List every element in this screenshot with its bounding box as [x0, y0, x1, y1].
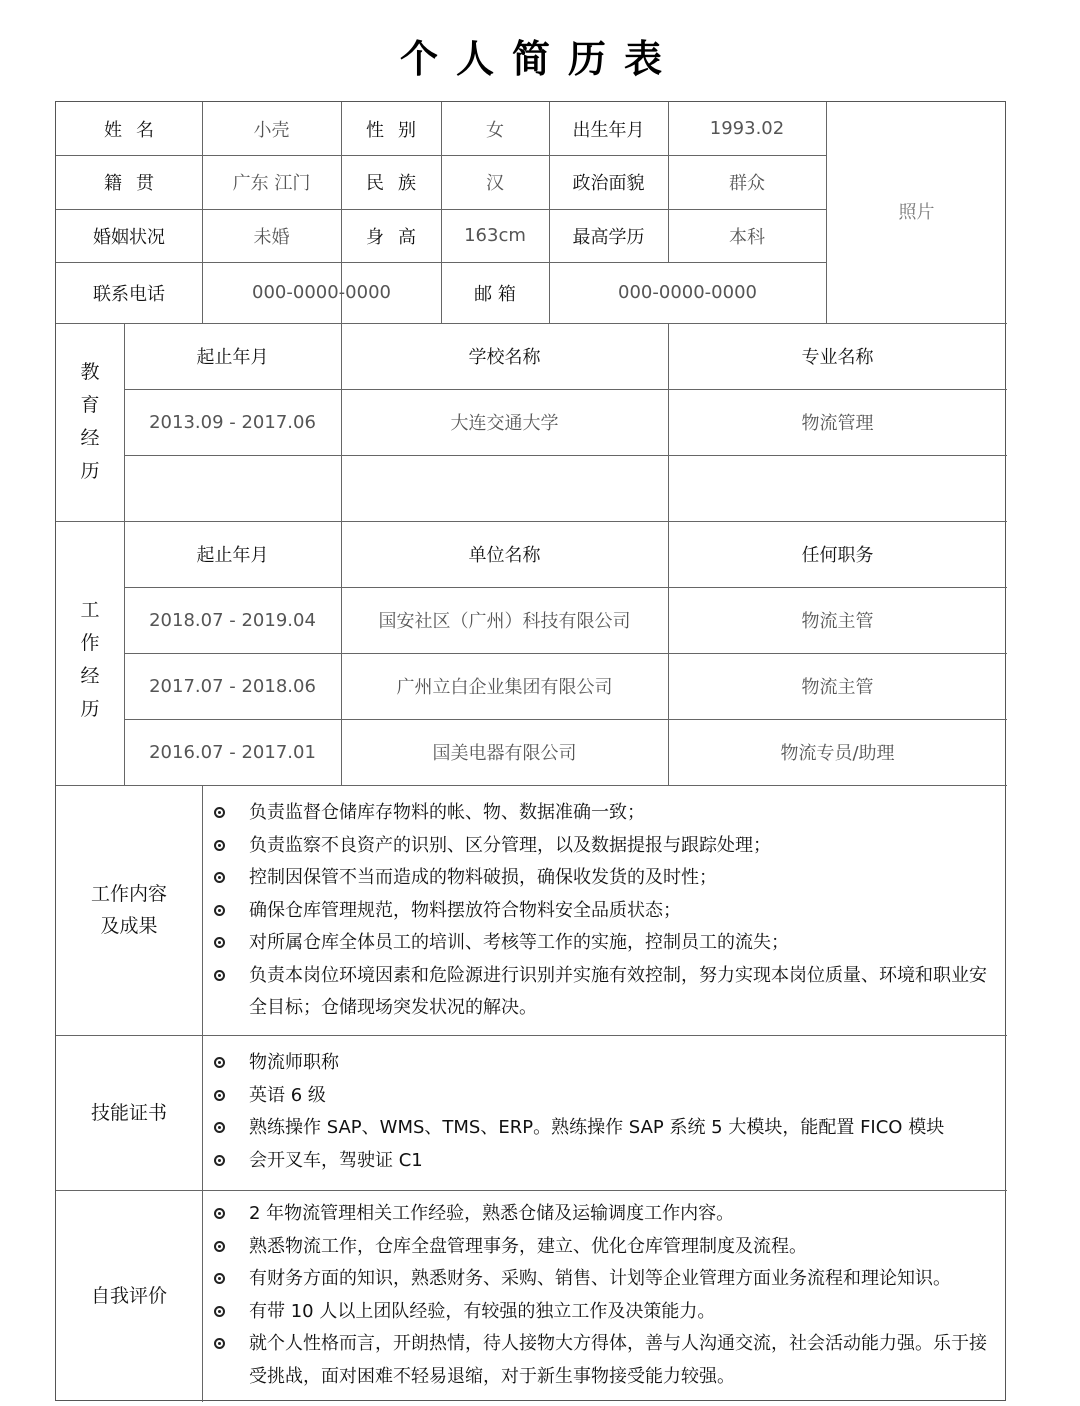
list-item-text: 熟练操作 SAP、WMS、TMS、ERP。熟练操作 SAP 系统 5 大模块，能配置 FICO 模块 [249, 1117, 945, 1138]
ethnic-label: 民族 [366, 173, 430, 194]
skills-section-label: 技能证书 [90, 1101, 167, 1124]
list-item [202, 1328, 998, 1393]
list-item-text: 控制因保管不当而造成的物料破损，确保收发货的及时性； [249, 867, 717, 888]
bullet-icon [214, 970, 225, 981]
list-item [202, 862, 998, 895]
bullet-icon [214, 1306, 225, 1317]
name-label: 姓名 [104, 119, 168, 141]
list-item-text: 有带 10 人以上团队经验，有较强的独立工作及决策能力。 [249, 1300, 716, 1322]
resume-table [55, 101, 1006, 1401]
native-label: 籍贯 [104, 173, 168, 194]
marital-value: 未婚 [253, 226, 290, 248]
bullet-icon [214, 1208, 225, 1219]
bullet-icon [214, 1057, 225, 1068]
bullet-icon [214, 872, 225, 883]
work-label-char: 作 [80, 632, 100, 654]
list-item [202, 1198, 998, 1231]
email-label: 邮 箱 [474, 283, 516, 305]
native-value: 广东 江门 [232, 173, 311, 194]
list-item [202, 1080, 998, 1113]
education-label-char: 经 [80, 427, 100, 449]
list-item-text: 2 年物流管理相关工作经验，熟悉仓储及运输调度工作内容。 [249, 1203, 735, 1224]
work-row-period: 2016.07 - 2017.01 [149, 741, 316, 763]
education-label-char: 历 [80, 460, 100, 482]
list-item-text: 负责监督仓储库存物料的帐、物、数据准确一致； [249, 802, 645, 823]
work-header-period: 起止年月 [196, 545, 269, 566]
list-item-text: 就个人性格而言，开朗热情，待人接物大方得体，善与人沟通交流，社会活动能力强。乐于接受挑战，面对困难不轻易退缩，对于新生事物接受能力较强。 [249, 1333, 987, 1387]
list-item [202, 927, 998, 960]
education-label-char: 教 [80, 361, 100, 383]
list-item-text: 有财务方面的知识，熟悉财务、采购、销售、计划等企业管理方面业务流程和理论知识。 [249, 1268, 951, 1289]
work-header-company: 单位名称 [468, 545, 541, 566]
height-label: 身高 [366, 226, 430, 248]
bullet-icon [214, 1338, 225, 1349]
education-row-major [668, 455, 1007, 521]
phone-label: 联系电话 [93, 283, 165, 305]
list-item [202, 830, 998, 863]
birth-value: 1993.02 [709, 118, 785, 139]
list-item [202, 1047, 998, 1080]
education-label-char: 育 [80, 394, 100, 416]
political-value: 群众 [729, 173, 765, 194]
list-item [202, 1145, 998, 1178]
gender-value: 女 [486, 119, 504, 141]
work-section-label [56, 521, 124, 785]
bullet-icon [214, 807, 225, 818]
list-item [202, 960, 998, 1025]
gender-label: 性别 [366, 119, 430, 141]
list-item [202, 895, 998, 928]
duties-label-line: 及成果 [100, 915, 158, 937]
list-item-text: 负责本岗位环境因素和危险源进行识别并实施有效控制，努力实现本岗位质量、环境和职业安全目标；仓储现场突发状况的解决。 [249, 964, 987, 1018]
photo-placeholder: 照片 [898, 202, 935, 223]
marital-label: 婚姻状况 [93, 226, 165, 248]
list-item [202, 1112, 998, 1145]
ethnic-value: 汉 [486, 173, 504, 194]
list-item-text: 英语 6 级 [249, 1084, 326, 1106]
bullet-icon [214, 937, 225, 948]
bullet-icon [214, 1155, 225, 1166]
list-item-text: 物流师职称 [249, 1052, 339, 1073]
duties-list [202, 797, 998, 1025]
work-row-company: 广州立白企业集团有限公司 [396, 677, 613, 698]
work-row-position: 物流专员/助理 [780, 743, 895, 764]
self-eval-list [202, 1198, 998, 1393]
list-item-text: 会开叉车，驾驶证 C1 [249, 1149, 423, 1171]
bullet-icon [214, 1122, 225, 1133]
education-row-major: 物流管理 [801, 413, 874, 434]
bullet-icon [214, 1241, 225, 1252]
list-item [202, 797, 998, 830]
work-label-char: 工 [80, 599, 100, 621]
list-item-text: 对所属仓库全体员工的培训、考核等工作的实施，控制员工的流失； [249, 932, 789, 953]
bullet-icon [214, 1090, 225, 1101]
name-value: 小壳 [253, 119, 290, 141]
education-level-value: 本科 [729, 226, 765, 248]
email-value: 000-0000-0000 [618, 282, 757, 303]
skills-list [202, 1047, 998, 1177]
duties-label-line: 工作内容 [90, 883, 167, 905]
work-row-position: 物流主管 [801, 611, 874, 632]
birth-label: 出生年月 [572, 119, 645, 141]
list-item [202, 1263, 998, 1296]
education-header-period: 起止年月 [196, 347, 269, 368]
work-row-period: 2018.07 - 2019.04 [149, 609, 316, 631]
education-row-period: 2013.09 - 2017.06 [149, 411, 316, 433]
education-row-period [124, 455, 341, 521]
list-item [202, 1296, 998, 1329]
work-header-position: 任何职务 [801, 545, 874, 566]
list-item-text: 熟悉物流工作，仓库全盘管理事务，建立、优化仓库管理制度及流程。 [249, 1235, 807, 1257]
education-row-school: 大连交通大学 [450, 413, 559, 434]
work-label-char: 历 [80, 698, 100, 720]
bullet-icon [214, 1273, 225, 1284]
bullet-icon [214, 840, 225, 851]
education-header-school: 学校名称 [468, 347, 541, 368]
bullet-icon [214, 905, 225, 916]
height-value: 163cm [464, 225, 526, 246]
self-eval-section-label: 自我评价 [90, 1285, 167, 1307]
education-level-label: 最高学历 [572, 226, 645, 248]
education-section-label [56, 323, 124, 521]
page-title: 个人简历表 [399, 37, 680, 81]
political-label: 政治面貌 [572, 173, 645, 194]
phone-value: 000-0000-0000 [252, 282, 391, 303]
work-label-char: 经 [80, 665, 100, 687]
work-row-company: 国美电器有限公司 [432, 743, 577, 764]
list-item-text: 负责监察不良资产的识别、区分管理，以及数据提报与跟踪处理； [249, 834, 771, 856]
list-item [202, 1231, 998, 1264]
duties-section-label [56, 785, 202, 1035]
list-item-text: 确保仓库管理规范，物料摆放符合物料安全品质状态； [249, 899, 681, 921]
education-row-school [341, 455, 668, 521]
work-row-position: 物流主管 [801, 677, 874, 698]
work-row-period: 2017.07 - 2018.06 [149, 675, 316, 697]
education-header-major: 专业名称 [801, 347, 874, 368]
work-row-company: 国安社区（广州）科技有限公司 [378, 611, 631, 632]
